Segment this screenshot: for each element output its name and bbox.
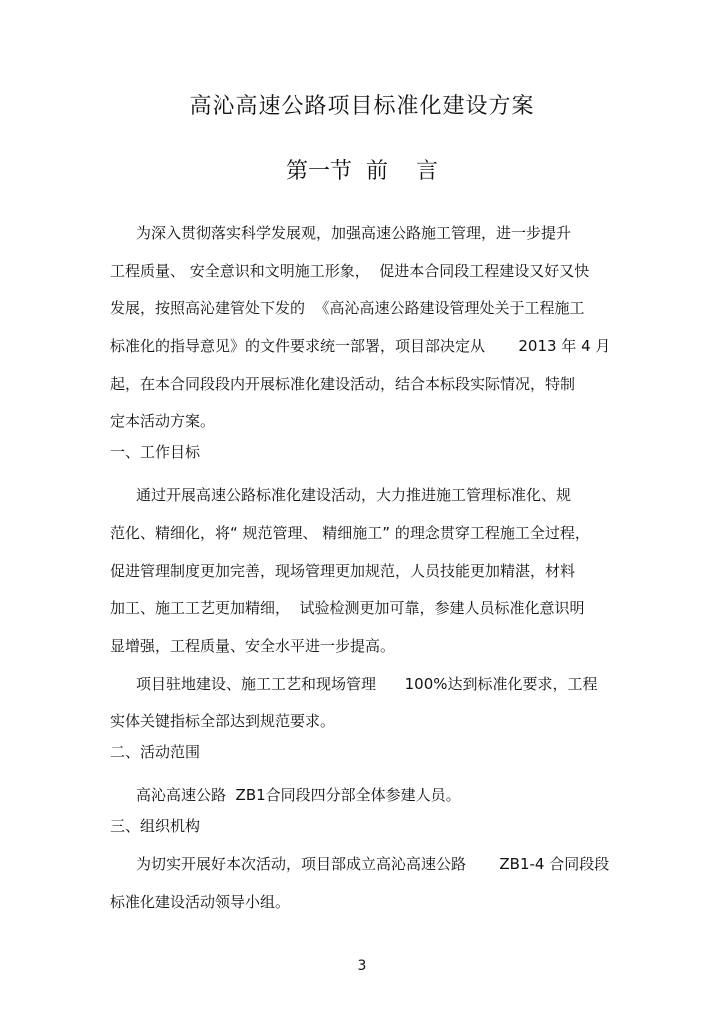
goal-line: 加工、施工工艺更加精细， 试验检测更加可靠，参建人员标准化意识明: [110, 599, 585, 617]
goal-line: 项目驻地建设、施工工艺和现场管理 100%达到标准化要求，工程: [136, 675, 598, 693]
org-line: 标准化建设活动领导小组。: [110, 893, 291, 911]
heading-organization: 三、组织机构: [110, 817, 201, 835]
goal-line: 范化、精细化，将“ 规范管理、 精细施工” 的理念贯穿工程施工全过程，: [110, 524, 590, 542]
goal-line: 促进管理制度更加完善，现场管理更加规范，人员技能更加精湛，材料: [110, 562, 576, 580]
heading-activity-scope: 二、活动范围: [110, 743, 201, 761]
intro-line: 工程质量、 安全意识和文明施工形象， 促进本合同段工程建设又好又快: [110, 262, 590, 280]
org-line: 为切实开展好本次活动，项目部成立高沁高速公路 ZB1-4 合同段段: [136, 855, 610, 873]
scope-line: 高沁高速公路 ZB1合同段四分部全体参建人员。: [136, 786, 461, 804]
intro-line: 为深入贯彻落实科学发展观，加强高速公路施工管理，进一步提升: [136, 224, 572, 242]
goal-line: 通过开展高速公路标准化建设活动，大力推进施工管理标准化、规: [136, 486, 572, 504]
intro-line: 定本活动方案。: [110, 412, 216, 430]
intro-line: 起，在本合同段段内开展标准化建设活动，结合本标段实际情况，特制: [110, 375, 576, 393]
heading-work-goals: 一、工作目标: [110, 443, 201, 461]
page-number: 3: [357, 958, 367, 974]
goal-line: 实体关键指标全部达到规范要求。: [110, 712, 336, 730]
intro-line: 标准化的指导意见》的文件要求统一部署，项目部决定从 2013 年 4 月: [110, 337, 611, 355]
goal-line: 显增强，工程质量、安全水平进一步提高。: [110, 637, 396, 655]
intro-line: 发展，按照高沁建管处下发的 《高沁高速公路建设管理处关于工程施工: [110, 299, 585, 317]
document-title: 高沁高速公路项目标准化建设方案: [189, 94, 535, 119]
section-title: 第一节 前 言: [286, 159, 438, 184]
